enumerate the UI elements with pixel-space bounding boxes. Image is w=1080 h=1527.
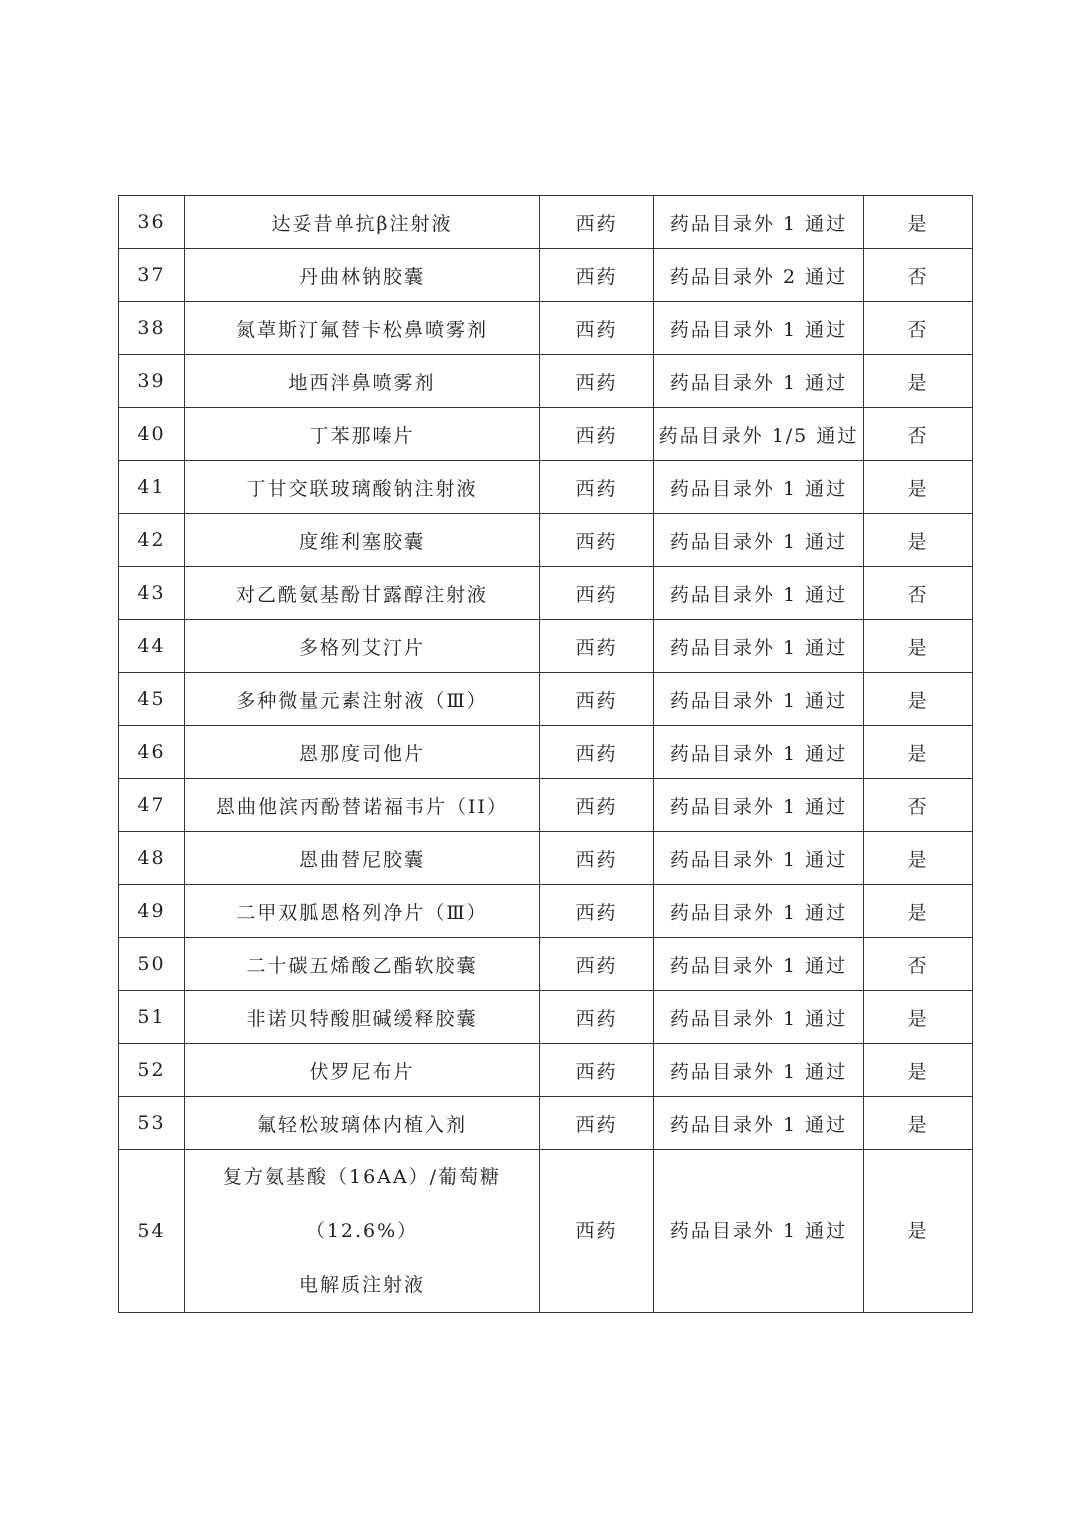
drug-name: 恩曲他滨丙酚替诺福韦片（II） bbox=[185, 779, 540, 832]
table-row bbox=[119, 832, 973, 885]
drug-list-table bbox=[118, 195, 973, 1313]
flag-value: 是 bbox=[864, 726, 973, 779]
row-number: 53 bbox=[119, 1097, 185, 1150]
drug-name: 度维利塞胶囊 bbox=[185, 514, 540, 567]
row-number: 48 bbox=[119, 832, 185, 885]
flag-value: 是 bbox=[864, 355, 973, 408]
row-number: 51 bbox=[119, 991, 185, 1044]
table-row bbox=[119, 1150, 973, 1313]
drug-name: 恩曲替尼胶囊 bbox=[185, 832, 540, 885]
row-number: 54 bbox=[119, 1150, 185, 1313]
drug-name: 多种微量元素注射液（Ⅲ） bbox=[185, 673, 540, 726]
table-body bbox=[119, 196, 973, 1313]
drug-name: 达妥昔单抗β注射液 bbox=[185, 196, 540, 249]
table-row bbox=[119, 620, 973, 673]
table-row bbox=[119, 355, 973, 408]
drug-type: 西药 bbox=[540, 779, 654, 832]
drug-name: 氟轻松玻璃体内植入剂 bbox=[185, 1097, 540, 1150]
flag-value: 是 bbox=[864, 461, 973, 514]
row-number: 49 bbox=[119, 885, 185, 938]
table-row bbox=[119, 885, 973, 938]
drug-name-line-1: 复方氨基酸（16AA）/葡萄糖（12.6%） bbox=[222, 1166, 502, 1242]
flag-value: 是 bbox=[864, 196, 973, 249]
table-row bbox=[119, 991, 973, 1044]
drug-name: 伏罗尼布片 bbox=[185, 1044, 540, 1097]
drug-type: 西药 bbox=[540, 1044, 654, 1097]
flag-value: 是 bbox=[864, 514, 973, 567]
drug-name: 二十碳五烯酸乙酯软胶囊 bbox=[185, 938, 540, 991]
catalog-status: 药品目录外 1 通过 bbox=[654, 991, 864, 1044]
drug-name: 氮䓬斯汀氟替卡松鼻喷雾剂 bbox=[185, 302, 540, 355]
drug-type: 西药 bbox=[540, 673, 654, 726]
catalog-status: 药品目录外 1 通过 bbox=[654, 567, 864, 620]
catalog-status: 药品目录外 1 通过 bbox=[654, 196, 864, 249]
row-number: 42 bbox=[119, 514, 185, 567]
catalog-status: 药品目录外 1 通过 bbox=[654, 832, 864, 885]
drug-type: 西药 bbox=[540, 514, 654, 567]
drug-name: 对乙酰氨基酚甘露醇注射液 bbox=[185, 567, 540, 620]
table-row bbox=[119, 673, 973, 726]
drug-type: 西药 bbox=[540, 302, 654, 355]
row-number: 46 bbox=[119, 726, 185, 779]
drug-type: 西药 bbox=[540, 726, 654, 779]
drug-type: 西药 bbox=[540, 885, 654, 938]
flag-value: 否 bbox=[864, 249, 973, 302]
row-number: 36 bbox=[119, 196, 185, 249]
flag-value: 是 bbox=[864, 1150, 973, 1313]
drug-type: 西药 bbox=[540, 355, 654, 408]
flag-value: 是 bbox=[864, 832, 973, 885]
catalog-status: 药品目录外 1 通过 bbox=[654, 779, 864, 832]
catalog-status: 药品目录外 1 通过 bbox=[654, 1097, 864, 1150]
flag-value: 是 bbox=[864, 620, 973, 673]
drug-type: 西药 bbox=[540, 567, 654, 620]
catalog-status: 药品目录外 1 通过 bbox=[654, 620, 864, 673]
catalog-status: 药品目录外 1/5 通过 bbox=[654, 408, 864, 461]
table-row bbox=[119, 567, 973, 620]
row-number: 50 bbox=[119, 938, 185, 991]
flag-value: 是 bbox=[864, 1044, 973, 1097]
row-number: 38 bbox=[119, 302, 185, 355]
flag-value: 是 bbox=[864, 885, 973, 938]
flag-value: 是 bbox=[864, 1097, 973, 1150]
row-number: 52 bbox=[119, 1044, 185, 1097]
table-row bbox=[119, 461, 973, 514]
table-row bbox=[119, 302, 973, 355]
catalog-status: 药品目录外 1 通过 bbox=[654, 355, 864, 408]
flag-value: 否 bbox=[864, 408, 973, 461]
catalog-status: 药品目录外 1 通过 bbox=[654, 461, 864, 514]
flag-value: 否 bbox=[864, 567, 973, 620]
catalog-status: 药品目录外 1 通过 bbox=[654, 885, 864, 938]
table-row bbox=[119, 779, 973, 832]
drug-type: 西药 bbox=[540, 991, 654, 1044]
drug-name: 地西泮鼻喷雾剂 bbox=[185, 355, 540, 408]
row-number: 37 bbox=[119, 249, 185, 302]
drug-name: 丁甘交联玻璃酸钠注射液 bbox=[185, 461, 540, 514]
drug-name bbox=[185, 1150, 540, 1313]
drug-name: 二甲双胍恩格列净片（Ⅲ） bbox=[185, 885, 540, 938]
drug-type: 西药 bbox=[540, 620, 654, 673]
row-number: 47 bbox=[119, 779, 185, 832]
row-number: 39 bbox=[119, 355, 185, 408]
row-number: 40 bbox=[119, 408, 185, 461]
table-row bbox=[119, 408, 973, 461]
catalog-status: 药品目录外 1 通过 bbox=[654, 1044, 864, 1097]
drug-name: 丁苯那嗪片 bbox=[185, 408, 540, 461]
drug-name: 恩那度司他片 bbox=[185, 726, 540, 779]
row-number: 43 bbox=[119, 567, 185, 620]
table-row bbox=[119, 1044, 973, 1097]
catalog-status: 药品目录外 1 通过 bbox=[654, 938, 864, 991]
drug-type: 西药 bbox=[540, 461, 654, 514]
table-row bbox=[119, 1097, 973, 1150]
table-row bbox=[119, 938, 973, 991]
flag-value: 是 bbox=[864, 991, 973, 1044]
drug-name: 多格列艾汀片 bbox=[185, 620, 540, 673]
catalog-status: 药品目录外 1 通过 bbox=[654, 302, 864, 355]
flag-value: 否 bbox=[864, 779, 973, 832]
drug-type: 西药 bbox=[540, 196, 654, 249]
catalog-status: 药品目录外 1 通过 bbox=[654, 673, 864, 726]
catalog-status: 药品目录外 1 通过 bbox=[654, 514, 864, 567]
drug-type: 西药 bbox=[540, 249, 654, 302]
flag-value: 否 bbox=[864, 302, 973, 355]
table-row bbox=[119, 196, 973, 249]
drug-name: 丹曲林钠胶囊 bbox=[185, 249, 540, 302]
drug-name-line-2: 电解质注射液 bbox=[298, 1274, 425, 1296]
catalog-status: 药品目录外 2 通过 bbox=[654, 249, 864, 302]
drug-name: 非诺贝特酸胆碱缓释胶囊 bbox=[185, 991, 540, 1044]
table-row bbox=[119, 249, 973, 302]
drug-type: 西药 bbox=[540, 1150, 654, 1313]
row-number: 45 bbox=[119, 673, 185, 726]
flag-value: 是 bbox=[864, 673, 973, 726]
drug-type: 西药 bbox=[540, 938, 654, 991]
catalog-status: 药品目录外 1 通过 bbox=[654, 1150, 864, 1313]
flag-value: 否 bbox=[864, 938, 973, 991]
row-number: 44 bbox=[119, 620, 185, 673]
catalog-status: 药品目录外 1 通过 bbox=[654, 726, 864, 779]
drug-type: 西药 bbox=[540, 408, 654, 461]
drug-type: 西药 bbox=[540, 832, 654, 885]
row-number: 41 bbox=[119, 461, 185, 514]
table-row bbox=[119, 726, 973, 779]
table-row bbox=[119, 514, 973, 567]
drug-type: 西药 bbox=[540, 1097, 654, 1150]
